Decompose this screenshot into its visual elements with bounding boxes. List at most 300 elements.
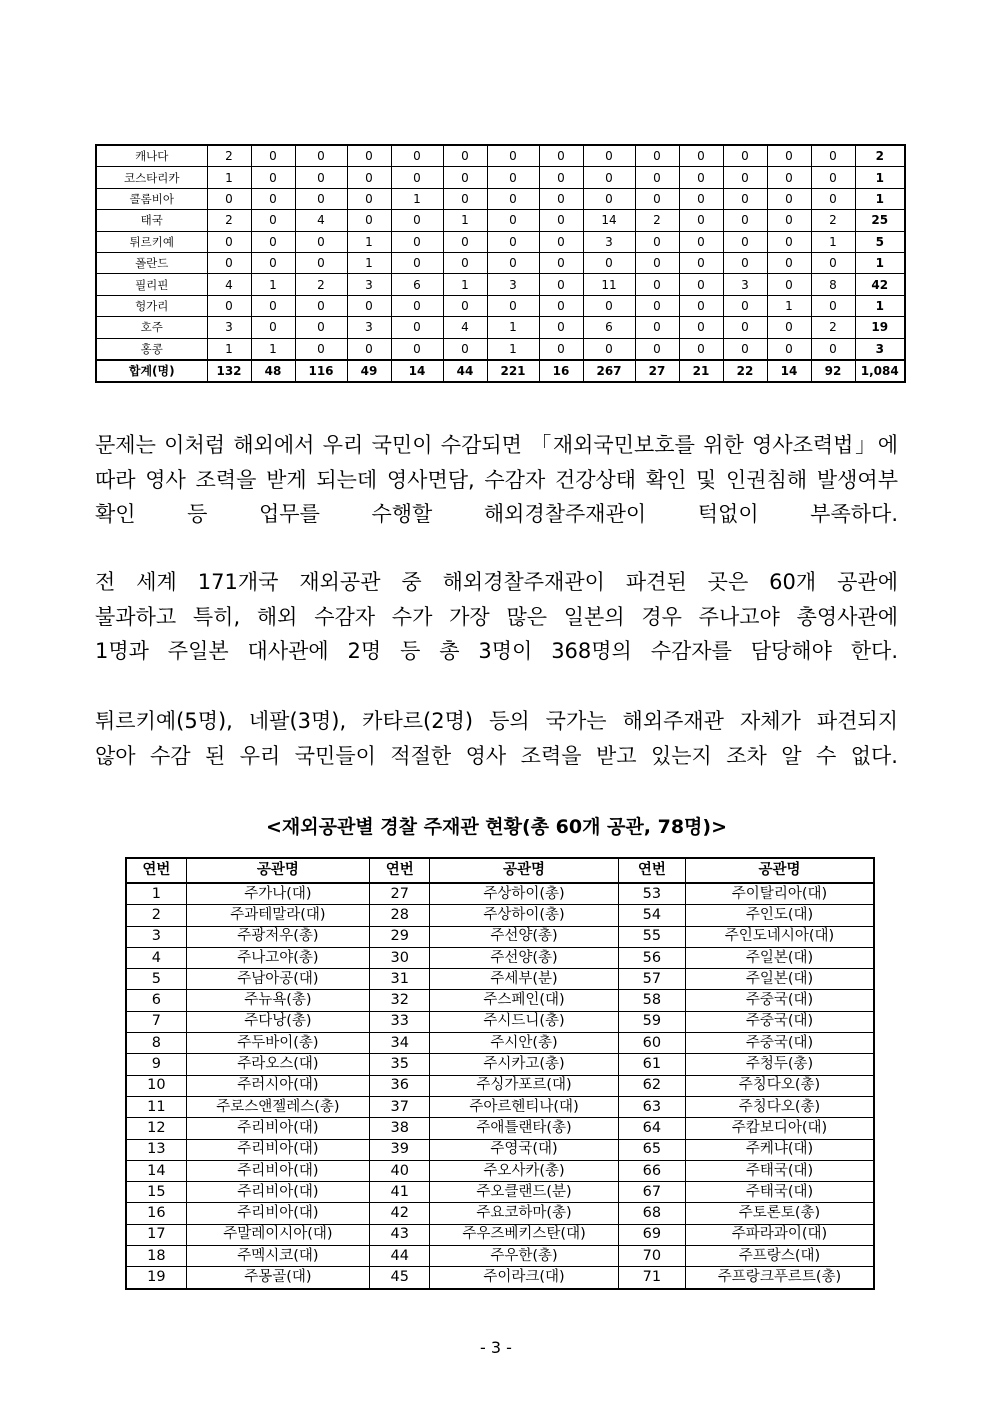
column-header: 연번 <box>618 858 685 883</box>
value-cell: 0 <box>679 188 723 209</box>
mission-name-cell: 주파라과이(대) <box>685 1224 874 1245</box>
value-cell: 0 <box>635 338 679 360</box>
value-cell: 0 <box>767 231 811 252</box>
attache-table-title: <재외공관별 경찰 주재관 현황(총 60개 공관, 78명)> <box>265 816 727 838</box>
table-row <box>126 883 874 905</box>
value-cell: 0 <box>487 231 539 252</box>
value-cell: 0 <box>811 188 855 209</box>
serial-number-cell: 59 <box>618 1011 685 1032</box>
mission-name-cell: 주남아공(대) <box>186 969 369 990</box>
serial-number-cell: 54 <box>618 905 685 926</box>
table-row <box>96 252 905 273</box>
serial-number-cell: 4 <box>126 947 186 968</box>
paragraph-line: 불과하고 특히, 해외 수감자 수가 가장 많은 일본의 경우 주나고야 총영사관에 <box>95 604 898 629</box>
mission-name-cell: 주이탈리아(대) <box>685 883 874 905</box>
mission-name-cell: 주오클랜드(분) <box>430 1182 619 1203</box>
column-header: 연번 <box>126 858 186 883</box>
value-cell: 0 <box>583 295 635 316</box>
country-cell: 태국 <box>96 210 207 231</box>
paragraph-line: 확인 등 업무를 수행할 해외경찰주재관이 턱없이 부족하다. <box>95 502 898 526</box>
value-cell: 2 <box>811 317 855 338</box>
value-cell: 0 <box>391 317 443 338</box>
table-row <box>126 926 874 947</box>
value-cell: 2 <box>811 210 855 231</box>
mission-name-cell: 주시카고(총) <box>430 1054 619 1075</box>
value-cell: 0 <box>723 210 767 231</box>
mission-name-cell: 주러시아(대) <box>186 1075 369 1096</box>
serial-number-cell: 44 <box>370 1246 430 1267</box>
serial-number-cell: 31 <box>370 969 430 990</box>
mission-name-cell: 주프랑스(대) <box>685 1246 874 1267</box>
value-cell: 3 <box>207 317 251 338</box>
value-cell: 0 <box>295 145 347 167</box>
value-cell: 0 <box>635 295 679 316</box>
serial-number-cell: 43 <box>370 1224 430 1245</box>
value-cell: 0 <box>487 252 539 273</box>
sum-value-cell: 14 <box>767 360 811 382</box>
sum-value-cell: 49 <box>347 360 391 382</box>
value-cell: 2 <box>207 210 251 231</box>
paragraph-line: 전 세계 171개국 재외공관 중 해외경찰주재관이 파견된 곳은 60개 공관에 <box>95 570 898 594</box>
value-cell: 0 <box>347 188 391 209</box>
value-cell: 1 <box>207 167 251 188</box>
serial-number-cell: 3 <box>126 926 186 947</box>
serial-number-cell: 16 <box>126 1203 186 1224</box>
page-number: - 3 - <box>480 1338 512 1357</box>
value-cell: 0 <box>251 167 295 188</box>
serial-number-cell: 41 <box>370 1182 430 1203</box>
value-cell: 0 <box>811 295 855 316</box>
value-cell: 1 <box>251 338 295 360</box>
value-cell: 3 <box>487 274 539 295</box>
value-cell: 0 <box>295 338 347 360</box>
value-cell: 14 <box>583 210 635 231</box>
serial-number-cell: 14 <box>126 1160 186 1181</box>
value-cell: 0 <box>391 145 443 167</box>
mission-name-cell: 주상하이(총) <box>430 905 619 926</box>
mission-name-cell: 주칭다오(총) <box>685 1075 874 1096</box>
table-row <box>126 1203 874 1224</box>
serial-number-cell: 55 <box>618 926 685 947</box>
value-cell: 0 <box>635 317 679 338</box>
serial-number-cell: 19 <box>126 1267 186 1289</box>
column-header: 연번 <box>370 858 430 883</box>
value-cell: 0 <box>443 338 487 360</box>
serial-number-cell: 60 <box>618 1033 685 1054</box>
value-cell: 0 <box>207 231 251 252</box>
value-cell: 0 <box>251 145 295 167</box>
mission-name-cell: 주오사카(총) <box>430 1160 619 1181</box>
value-cell: 0 <box>539 295 583 316</box>
value-cell: 0 <box>811 145 855 167</box>
value-cell: 1 <box>347 231 391 252</box>
serial-number-cell: 37 <box>370 1096 430 1117</box>
value-cell: 0 <box>443 231 487 252</box>
value-cell: 0 <box>767 317 811 338</box>
value-cell: 0 <box>767 338 811 360</box>
serial-number-cell: 12 <box>126 1118 186 1139</box>
value-cell: 0 <box>679 295 723 316</box>
serial-number-cell: 28 <box>370 905 430 926</box>
country-cell: 폴란드 <box>96 252 207 273</box>
value-cell: 0 <box>583 252 635 273</box>
mission-name-cell: 주리비아(대) <box>186 1139 369 1160</box>
value-cell: 0 <box>487 167 539 188</box>
value-cell: 0 <box>635 188 679 209</box>
value-cell: 0 <box>679 145 723 167</box>
value-cell: 0 <box>443 252 487 273</box>
value-cell: 0 <box>207 252 251 273</box>
serial-number-cell: 45 <box>370 1267 430 1289</box>
value-cell: 0 <box>295 188 347 209</box>
table-row <box>96 231 905 252</box>
mission-name-cell: 주라오스(대) <box>186 1054 369 1075</box>
serial-number-cell: 2 <box>126 905 186 926</box>
table-row <box>96 167 905 188</box>
mission-name-cell: 주캄보디아(대) <box>685 1118 874 1139</box>
value-cell: 0 <box>635 145 679 167</box>
value-cell: 0 <box>723 231 767 252</box>
mission-name-cell: 주중국(대) <box>685 1011 874 1032</box>
value-cell: 2 <box>207 145 251 167</box>
sum-value-cell: 92 <box>811 360 855 382</box>
value-cell: 0 <box>583 145 635 167</box>
value-cell: 1 <box>767 295 811 316</box>
value-cell: 0 <box>635 274 679 295</box>
value-cell: 0 <box>347 338 391 360</box>
value-cell: 0 <box>723 295 767 316</box>
serial-number-cell: 5 <box>126 969 186 990</box>
serial-number-cell: 70 <box>618 1246 685 1267</box>
paragraph-2 <box>95 565 898 669</box>
mission-name-cell: 주선양(총) <box>430 926 619 947</box>
table-row <box>126 990 874 1011</box>
value-cell: 0 <box>295 295 347 316</box>
serial-number-cell: 65 <box>618 1139 685 1160</box>
value-cell: 3 <box>347 274 391 295</box>
total-cell: 1 <box>855 252 905 273</box>
paragraph-line: 튀르키예(5명), 네팔(3명), 카타르(2명) 등의 국가는 해외주재관 자체가 파견되지 <box>95 709 898 733</box>
value-cell: 0 <box>347 167 391 188</box>
serial-number-cell: 53 <box>618 883 685 905</box>
table-row <box>126 1075 874 1096</box>
value-cell: 0 <box>767 274 811 295</box>
value-cell: 0 <box>295 231 347 252</box>
total-cell: 1 <box>855 167 905 188</box>
serial-number-cell: 68 <box>618 1203 685 1224</box>
sum-value-cell: 116 <box>295 360 347 382</box>
mission-name-cell: 주청두(총) <box>685 1054 874 1075</box>
serial-number-cell: 63 <box>618 1096 685 1117</box>
mission-name-cell: 주태국(대) <box>685 1182 874 1203</box>
serial-number-cell: 66 <box>618 1160 685 1181</box>
mission-name-cell: 주일본(대) <box>685 969 874 990</box>
sum-value-cell: 22 <box>723 360 767 382</box>
serial-number-cell: 11 <box>126 1096 186 1117</box>
table-row <box>126 1139 874 1160</box>
value-cell: 0 <box>811 338 855 360</box>
value-cell: 0 <box>539 210 583 231</box>
mission-name-cell: 주로스앤젤레스(총) <box>186 1096 369 1117</box>
table-row <box>126 905 874 926</box>
mission-name-cell: 주리비아(대) <box>186 1118 369 1139</box>
value-cell: 0 <box>679 338 723 360</box>
value-cell: 0 <box>295 317 347 338</box>
table-header-row <box>126 858 874 883</box>
sum-total-cell: 1,084 <box>855 360 905 382</box>
value-cell: 0 <box>347 210 391 231</box>
country-cell: 캐나다 <box>96 145 207 167</box>
mission-name-cell: 주요코하마(총) <box>430 1203 619 1224</box>
value-cell: 0 <box>723 338 767 360</box>
table-row <box>126 1033 874 1054</box>
mission-name-cell: 주중국(대) <box>685 1033 874 1054</box>
mission-name-cell: 주토론토(총) <box>685 1203 874 1224</box>
table-row <box>126 1096 874 1117</box>
table-row <box>126 1160 874 1181</box>
value-cell: 0 <box>391 167 443 188</box>
value-cell: 2 <box>635 210 679 231</box>
paragraph-line: 않아 수감 된 우리 국민들이 적절한 영사 조력을 받고 있는지 조차 알 수 없다. <box>95 743 898 768</box>
paragraph-line: 1명과 주일본 대사관에 2명 등 총 3명이 368명의 수감자를 담당해야 한다. <box>95 639 898 663</box>
serial-number-cell: 33 <box>370 1011 430 1032</box>
value-cell: 0 <box>391 252 443 273</box>
value-cell: 0 <box>443 145 487 167</box>
value-cell: 0 <box>635 252 679 273</box>
mission-name-cell: 주애틀랜타(총) <box>430 1118 619 1139</box>
total-cell: 1 <box>855 295 905 316</box>
mission-name-cell: 주스페인(대) <box>430 990 619 1011</box>
value-cell: 1 <box>811 231 855 252</box>
value-cell: 8 <box>811 274 855 295</box>
serial-number-cell: 67 <box>618 1182 685 1203</box>
mission-name-cell: 주선양(총) <box>430 947 619 968</box>
sum-label-cell: 합계(명) <box>96 360 207 382</box>
value-cell: 0 <box>295 167 347 188</box>
paragraph-3 <box>95 704 898 773</box>
value-cell: 0 <box>207 295 251 316</box>
value-cell: 0 <box>251 188 295 209</box>
serial-number-cell: 39 <box>370 1139 430 1160</box>
table-row <box>126 1118 874 1139</box>
mission-name-cell: 주시드니(총) <box>430 1011 619 1032</box>
paragraph-line: 문제는 이처럼 해외에서 우리 국민이 수감되면 「재외국민보호를 위한 영사조력법」에 <box>95 433 898 457</box>
serial-number-cell: 62 <box>618 1075 685 1096</box>
mission-name-cell: 주과테말라(대) <box>186 905 369 926</box>
mission-name-cell: 주우한(총) <box>430 1246 619 1267</box>
serial-number-cell: 6 <box>126 990 186 1011</box>
serial-number-cell: 7 <box>126 1011 186 1032</box>
value-cell: 6 <box>391 274 443 295</box>
mission-name-cell: 주일본(대) <box>685 947 874 968</box>
serial-number-cell: 56 <box>618 947 685 968</box>
country-cell: 호주 <box>96 317 207 338</box>
value-cell: 0 <box>583 338 635 360</box>
sum-value-cell: 48 <box>251 360 295 382</box>
serial-number-cell: 15 <box>126 1182 186 1203</box>
value-cell: 0 <box>539 338 583 360</box>
value-cell: 4 <box>295 210 347 231</box>
value-cell: 0 <box>207 188 251 209</box>
value-cell: 4 <box>207 274 251 295</box>
serial-number-cell: 35 <box>370 1054 430 1075</box>
paragraph-1 <box>95 428 898 532</box>
value-cell: 0 <box>391 295 443 316</box>
sum-value-cell: 267 <box>583 360 635 382</box>
serial-number-cell: 34 <box>370 1033 430 1054</box>
value-cell: 0 <box>487 295 539 316</box>
serial-number-cell: 40 <box>370 1160 430 1181</box>
country-cell: 필리핀 <box>96 274 207 295</box>
value-cell: 0 <box>723 145 767 167</box>
table-row <box>96 210 905 231</box>
total-cell: 42 <box>855 274 905 295</box>
mission-name-cell: 주인도네시아(대) <box>685 926 874 947</box>
table-row <box>96 145 905 167</box>
serial-number-cell: 71 <box>618 1267 685 1289</box>
serial-number-cell: 18 <box>126 1246 186 1267</box>
country-cell: 콜롬비아 <box>96 188 207 209</box>
value-cell: 1 <box>443 274 487 295</box>
value-cell: 0 <box>723 167 767 188</box>
value-cell: 0 <box>635 231 679 252</box>
value-cell: 0 <box>487 188 539 209</box>
value-cell: 0 <box>767 145 811 167</box>
mission-name-cell: 주광저우(총) <box>186 926 369 947</box>
value-cell: 0 <box>679 167 723 188</box>
mission-name-cell: 주인도(대) <box>685 905 874 926</box>
inmate-count-table <box>95 144 906 383</box>
mission-name-cell: 주싱가포르(대) <box>430 1075 619 1096</box>
mission-name-cell: 주시안(총) <box>430 1033 619 1054</box>
value-cell: 0 <box>539 317 583 338</box>
mission-name-cell: 주멕시코(대) <box>186 1246 369 1267</box>
mission-name-cell: 주리비아(대) <box>186 1203 369 1224</box>
value-cell: 1 <box>207 338 251 360</box>
value-cell: 0 <box>539 252 583 273</box>
sum-value-cell: 16 <box>539 360 583 382</box>
sum-value-cell: 132 <box>207 360 251 382</box>
mission-name-cell: 주두바이(총) <box>186 1033 369 1054</box>
value-cell: 0 <box>391 338 443 360</box>
value-cell: 0 <box>443 188 487 209</box>
sum-row <box>96 360 905 382</box>
value-cell: 0 <box>295 252 347 273</box>
mission-name-cell: 주리비아(대) <box>186 1182 369 1203</box>
mission-name-cell: 주케냐(대) <box>685 1139 874 1160</box>
mission-name-cell: 주몽골(대) <box>186 1267 369 1289</box>
mission-name-cell: 주태국(대) <box>685 1160 874 1181</box>
mission-name-cell: 주세부(분) <box>430 969 619 990</box>
mission-name-cell: 주가나(대) <box>186 883 369 905</box>
serial-number-cell: 32 <box>370 990 430 1011</box>
mission-name-cell: 주우즈베키스탄(대) <box>430 1224 619 1245</box>
sum-value-cell: 27 <box>635 360 679 382</box>
table-row <box>96 274 905 295</box>
value-cell: 0 <box>767 167 811 188</box>
value-cell: 0 <box>443 295 487 316</box>
value-cell: 0 <box>583 188 635 209</box>
value-cell: 0 <box>723 317 767 338</box>
mission-name-cell: 주이라크(대) <box>430 1267 619 1289</box>
sum-value-cell: 44 <box>443 360 487 382</box>
total-cell: 19 <box>855 317 905 338</box>
police-attache-table <box>125 857 875 1290</box>
value-cell: 6 <box>583 317 635 338</box>
value-cell: 0 <box>347 145 391 167</box>
country-cell: 코스타리카 <box>96 167 207 188</box>
serial-number-cell: 17 <box>126 1224 186 1245</box>
table-row <box>126 1267 874 1289</box>
serial-number-cell: 30 <box>370 947 430 968</box>
value-cell: 1 <box>443 210 487 231</box>
total-cell: 1 <box>855 188 905 209</box>
value-cell: 0 <box>583 167 635 188</box>
serial-number-cell: 27 <box>370 883 430 905</box>
value-cell: 0 <box>251 231 295 252</box>
mission-name-cell: 주말레이시아(대) <box>186 1224 369 1245</box>
value-cell: 0 <box>539 167 583 188</box>
mission-name-cell: 주상하이(총) <box>430 883 619 905</box>
table-row <box>126 1011 874 1032</box>
mission-name-cell: 주뉴욕(총) <box>186 990 369 1011</box>
table-row <box>96 338 905 360</box>
value-cell: 1 <box>251 274 295 295</box>
value-cell: 0 <box>635 167 679 188</box>
total-cell: 25 <box>855 210 905 231</box>
value-cell: 0 <box>487 210 539 231</box>
value-cell: 0 <box>679 231 723 252</box>
serial-number-cell: 69 <box>618 1224 685 1245</box>
value-cell: 0 <box>251 210 295 231</box>
value-cell: 0 <box>251 317 295 338</box>
serial-number-cell: 9 <box>126 1054 186 1075</box>
serial-number-cell: 61 <box>618 1054 685 1075</box>
table-row <box>126 969 874 990</box>
value-cell: 0 <box>539 274 583 295</box>
value-cell: 4 <box>443 317 487 338</box>
table-row <box>126 1246 874 1267</box>
value-cell: 0 <box>679 252 723 273</box>
serial-number-cell: 36 <box>370 1075 430 1096</box>
value-cell: 3 <box>347 317 391 338</box>
value-cell: 0 <box>539 231 583 252</box>
mission-name-cell: 주다낭(총) <box>186 1011 369 1032</box>
mission-name-cell: 주칭다오(총) <box>685 1096 874 1117</box>
value-cell: 0 <box>767 188 811 209</box>
value-cell: 0 <box>723 188 767 209</box>
value-cell: 0 <box>251 295 295 316</box>
serial-number-cell: 42 <box>370 1203 430 1224</box>
value-cell: 0 <box>679 274 723 295</box>
mission-name-cell: 주리비아(대) <box>186 1160 369 1181</box>
mission-name-cell: 주중국(대) <box>685 990 874 1011</box>
serial-number-cell: 13 <box>126 1139 186 1160</box>
country-cell: 홍콩 <box>96 338 207 360</box>
column-header: 공관명 <box>685 858 874 883</box>
serial-number-cell: 1 <box>126 883 186 905</box>
table-row <box>96 317 905 338</box>
value-cell: 0 <box>487 145 539 167</box>
total-cell: 2 <box>855 145 905 167</box>
value-cell: 1 <box>487 338 539 360</box>
sum-value-cell: 21 <box>679 360 723 382</box>
mission-name-cell: 주나고야(총) <box>186 947 369 968</box>
mission-name-cell: 주영국(대) <box>430 1139 619 1160</box>
country-cell: 튀르키예 <box>96 231 207 252</box>
column-header: 공관명 <box>186 858 369 883</box>
value-cell: 0 <box>679 317 723 338</box>
